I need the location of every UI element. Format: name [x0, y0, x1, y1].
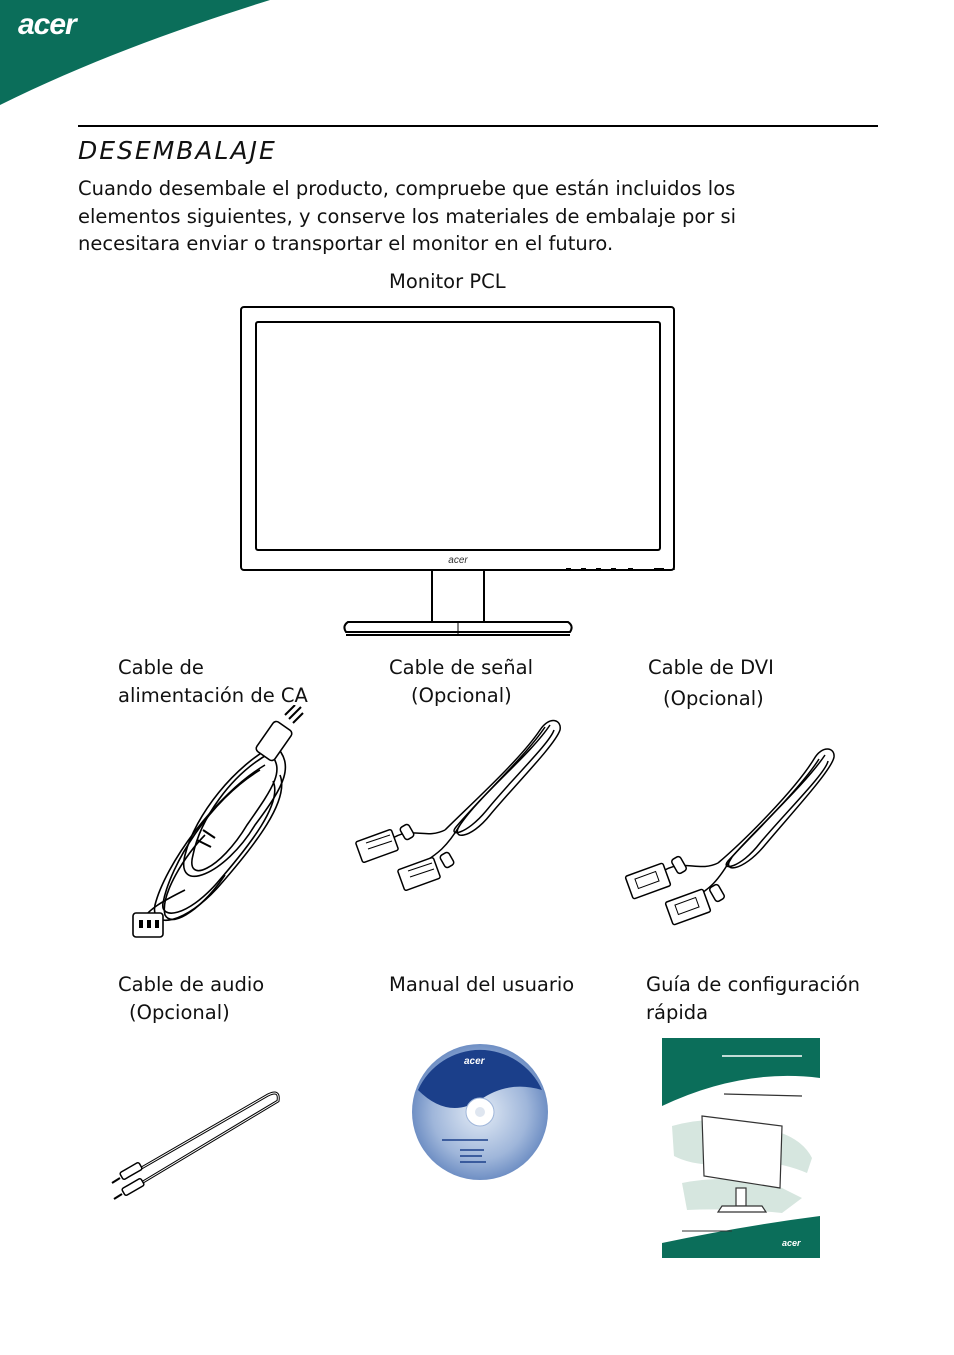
quick-guide-illustration — [662, 1038, 822, 1260]
cd-logo: acer — [464, 1056, 485, 1067]
intro-line: elementos siguientes, y conserve los materiales de embalaje por si — [78, 204, 737, 228]
monitor-bezel-logo: acer — [448, 555, 468, 566]
manual-cd-illustration — [408, 1040, 553, 1185]
signal-cable-illustration — [350, 715, 570, 895]
monitor-illustration — [236, 302, 681, 642]
dvi-cable-illustration — [620, 745, 840, 930]
section-title: DESEMBALAJE — [78, 136, 277, 165]
audio-cable-label: Cable de audio (Opcional) — [118, 973, 265, 1024]
intro-paragraph — [78, 175, 838, 258]
acer-logo: acer — [18, 8, 76, 41]
header-band — [0, 0, 954, 110]
guide-cover-logo: acer — [782, 1238, 801, 1248]
section-rule — [78, 125, 878, 127]
power-cable-illustration — [125, 705, 310, 945]
audio-cable-illustration — [108, 1085, 288, 1205]
signal-cable-label: Cable de señal (Opcional) — [389, 656, 534, 707]
dvi-cable-label: Cable de DVI (Opcional) — [648, 656, 774, 710]
user-manual-label: Manual del usuario — [389, 973, 575, 996]
monitor-label: Monitor PCL — [389, 270, 506, 293]
quick-guide-label: Guía de configuración rápida — [646, 973, 861, 1024]
power-cable-label: Cable de alimentación de CA — [118, 656, 308, 707]
intro-line: necesitara enviar o transportar el monitor en el futuro. — [78, 232, 614, 255]
intro-line: Cuando desembale el producto, compruebe que están incluidos los — [78, 177, 736, 200]
